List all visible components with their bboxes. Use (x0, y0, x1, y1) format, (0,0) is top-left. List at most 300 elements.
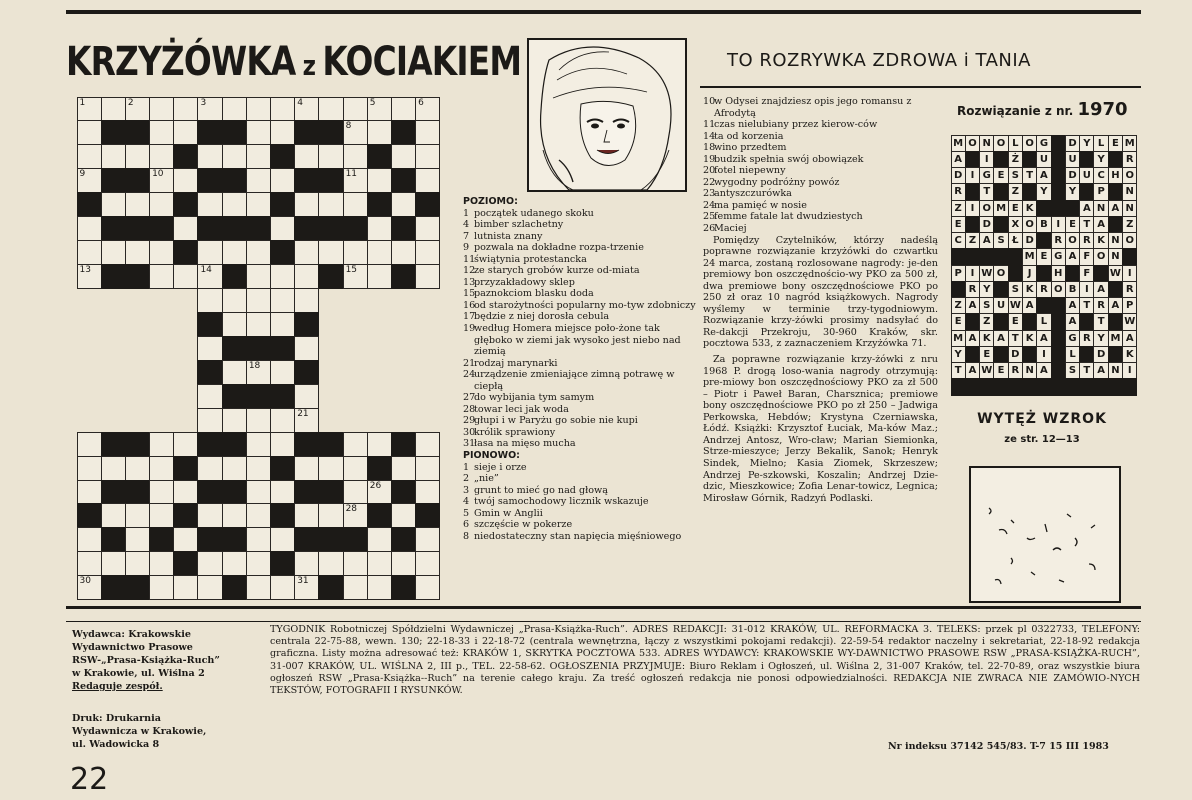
crossword-cell (367, 168, 392, 193)
crossword-cell (246, 575, 271, 600)
clue-number: 28 (345, 504, 358, 515)
solution-cell: R (1008, 362, 1023, 379)
crossword-cell (246, 503, 271, 528)
crossword-cell (246, 168, 271, 193)
crossword-cell (77, 432, 102, 457)
clue-item-text: przyzakładowy sklep (474, 276, 575, 288)
crossword-cell (197, 240, 222, 265)
clue-item (463, 462, 700, 474)
crossword-cell (125, 503, 150, 528)
solution-cell: K (1022, 281, 1037, 298)
solution-cell: N (1122, 200, 1137, 217)
solution-cell: E (1036, 248, 1051, 265)
solution-cell: M (1022, 248, 1037, 265)
solution-cell: O (1022, 135, 1037, 152)
crossword-black-cell (391, 168, 416, 193)
solution-black-cell (1051, 200, 1066, 217)
kitten-portrait-illustration (527, 38, 687, 192)
crossword-cell (101, 503, 126, 528)
grid-void (391, 408, 415, 432)
clue-item-text: niedostateczny stan napięcia mięśniowego (474, 530, 682, 542)
clue-item-number: 3 (463, 484, 470, 496)
solution-cell: A (1093, 362, 1108, 379)
clue-item (463, 231, 700, 243)
solution-cell: D (1022, 232, 1037, 249)
solution-cell: I (1051, 216, 1066, 233)
crossword-cell (246, 264, 271, 289)
solution-cell: I (1079, 281, 1094, 298)
grid-void (343, 408, 367, 432)
clue-item (703, 188, 938, 200)
grid-void (319, 312, 343, 336)
crossword-cell (173, 480, 198, 505)
crossword-black-cell (367, 144, 392, 169)
solution-cell: I (1036, 346, 1051, 363)
solution-cell: E (951, 216, 966, 233)
clues-column-continued (703, 96, 938, 504)
crossword-cell (343, 503, 368, 528)
crossword-black-cell (318, 432, 343, 457)
solution-cell: I (965, 265, 980, 282)
clue-item-text: ma pamięć w nosie (714, 199, 807, 211)
solution-black-cell (1051, 330, 1066, 347)
clue-item-text: lutnista znany (474, 230, 543, 242)
clue-number: 11 (345, 169, 358, 180)
crossword-black-cell (246, 336, 271, 361)
crossword-cell (173, 168, 198, 193)
clue-number: 21 (297, 408, 309, 419)
crossword-cell (173, 527, 198, 552)
clue-item-number: 30 (463, 426, 476, 438)
crossword-black-cell (197, 360, 222, 385)
crossword-black-cell (270, 240, 295, 265)
grid-void (367, 336, 391, 360)
solution-cell: O (1122, 167, 1137, 184)
printer-info: Druk: Drukarnia Wydawnicza w Krakowie, ul. Wadowicka 8 (72, 713, 207, 750)
crossword-black-cell (318, 480, 343, 505)
solution-cell: K (979, 330, 994, 347)
clue-item-number: 24 (703, 199, 716, 211)
crossword-cell (77, 456, 102, 481)
crossword-cell (246, 551, 271, 576)
solution-black-cell (993, 183, 1008, 200)
clue-number: 5 (369, 97, 376, 108)
solution-black-cell (1022, 183, 1037, 200)
solution-cell: D (951, 167, 966, 184)
solution-cell: R (1122, 281, 1137, 298)
crossword-cell (367, 240, 392, 265)
crossword-cell (149, 503, 174, 528)
clue-item-number: 14 (703, 130, 716, 142)
solution-grid (951, 135, 1137, 395)
clue-item (463, 427, 700, 439)
solution-cell: Y (1036, 183, 1051, 200)
grid-void (343, 289, 367, 313)
grid-void (391, 289, 415, 313)
crossword-cell (77, 120, 102, 145)
crossword-cell (294, 384, 319, 409)
clue-item (463, 358, 700, 370)
solution-cell: M (951, 135, 966, 152)
crossword-cell (149, 192, 174, 217)
solution-cell: A (1036, 167, 1051, 184)
solution-black-cell (1008, 378, 1023, 395)
solution-cell: E (1065, 216, 1080, 233)
clue-item-text: pozwala na dokładne rozpa-trzenie (474, 242, 644, 254)
crossword-cell (415, 527, 440, 552)
grid-void (77, 360, 101, 384)
crossword-black-cell (367, 456, 392, 481)
solution-cell: K (1093, 232, 1108, 249)
solution-cell: D (1065, 167, 1080, 184)
crossword-cell (294, 551, 319, 576)
crossword-cell (149, 551, 174, 576)
crossword-cell (294, 144, 319, 169)
publisher-info: Wydawca: Krakowskie Wydawnictwo Prasowe RSW-„Prasa-Książka-Ruch” w Krakowie, ul. Wiślna 2 Redaguje zespół. (72, 629, 220, 692)
clue-number: 31 (297, 576, 309, 587)
clue-number: 3 (200, 97, 207, 108)
crossword-black-cell (222, 527, 247, 552)
solution-cell: H (1051, 265, 1066, 282)
crossword-black-cell (391, 432, 416, 457)
grid-void (101, 360, 125, 384)
crossword-cell (318, 503, 343, 528)
crossword-cell (173, 575, 198, 600)
clue-item (463, 311, 700, 323)
solution-title: Rozwiązanie z nr. 1970 (957, 99, 1128, 120)
solution-cell: E (979, 346, 994, 363)
crossword-black-cell (318, 216, 343, 241)
crossword-cell (125, 240, 150, 265)
solution-cell: W (979, 265, 994, 282)
grid-void (101, 384, 125, 408)
solution-cell: W (1108, 265, 1123, 282)
crossword-black-cell (367, 192, 392, 217)
crossword-black-cell (125, 432, 150, 457)
solution-black-cell (1036, 232, 1051, 249)
crossword-black-cell (270, 336, 295, 361)
grid-void (367, 384, 391, 408)
crossword-black-cell (149, 527, 174, 552)
solution-black-cell (1051, 167, 1066, 184)
clue-number: 10 (152, 169, 164, 180)
crossword-cell (222, 97, 247, 122)
clue-item (463, 485, 700, 497)
crossword-cell (101, 551, 126, 576)
grid-void (174, 408, 198, 432)
solution-black-cell (1051, 297, 1066, 314)
clue-item-text: sieje i orze (474, 461, 527, 473)
crossword-black-cell (294, 527, 319, 552)
crossword-cell (270, 480, 295, 505)
solution-cell: K (1022, 200, 1037, 217)
solution-cell: E (1108, 135, 1123, 152)
clue-item-number: 22 (703, 176, 716, 188)
grid-void (367, 289, 391, 313)
crossword-cell (294, 408, 319, 433)
clue-item-number: 6 (463, 519, 470, 531)
grid-void (150, 312, 174, 336)
solution-cell: A (965, 362, 980, 379)
solution-black-cell (965, 151, 980, 168)
crossword-cell (343, 144, 368, 169)
down-clue-list-continued (703, 96, 938, 235)
crossword-cell (415, 551, 440, 576)
clue-item-number: 2 (463, 473, 470, 485)
grid-void (343, 312, 367, 336)
solution-black-cell (951, 281, 966, 298)
grid-void (77, 336, 101, 360)
solution-black-cell (1051, 346, 1066, 363)
solution-cell: P (951, 265, 966, 282)
spot-difference-picture (969, 466, 1121, 603)
grid-void (174, 384, 198, 408)
crossword-black-cell (101, 480, 126, 505)
crossword-cell (77, 264, 102, 289)
clue-item-text: femme fatale lat dwudziestych (714, 211, 863, 223)
crossword-cell (246, 408, 271, 433)
solution-cell: E (1008, 313, 1023, 330)
crossword-cell (294, 336, 319, 361)
crossword-black-cell (270, 551, 295, 576)
grid-void (125, 336, 149, 360)
crossword-cell (246, 312, 271, 337)
grid-void (77, 408, 101, 432)
solution-cell: T (1093, 313, 1108, 330)
crossword-cell (270, 575, 295, 600)
crossword-black-cell (391, 527, 416, 552)
crossword-cell (343, 456, 368, 481)
grid-void (391, 360, 415, 384)
solution-cell: I (965, 167, 980, 184)
solution-black-cell (1051, 313, 1066, 330)
grid-void (125, 312, 149, 336)
crossword-cell (222, 408, 247, 433)
crossword-cell (149, 120, 174, 145)
solution-black-cell (1051, 135, 1066, 152)
clue-item (463, 254, 700, 266)
solution-cell: A (1065, 248, 1080, 265)
solution-cell: N (1093, 200, 1108, 217)
crossword-black-cell (77, 503, 102, 528)
crossword-black-cell (294, 168, 319, 193)
crossword-black-cell (318, 575, 343, 600)
solution-black-cell (1036, 200, 1051, 217)
clue-number: 8 (345, 121, 352, 132)
crossword-cell (294, 503, 319, 528)
solution-black-cell (1108, 151, 1123, 168)
crossword-black-cell (197, 168, 222, 193)
crossword-cell (343, 551, 368, 576)
crossword-black-cell (222, 384, 247, 409)
clue-number: 14 (200, 265, 212, 276)
crossword-cell (415, 264, 440, 289)
grid-void (416, 384, 440, 408)
crossword-black-cell (173, 551, 198, 576)
crossword-black-cell (391, 575, 416, 600)
crossword-cell (367, 527, 392, 552)
crossword-black-cell (197, 480, 222, 505)
crossword-cell (197, 97, 222, 122)
crossword-cell (173, 216, 198, 241)
clue-item-text: Gmin w Anglii (474, 507, 543, 519)
grid-void (77, 312, 101, 336)
crossword-cell (149, 264, 174, 289)
crossword-cell (318, 456, 343, 481)
page-title: KRZYŻÓWKA z KOCIAKIEM (66, 39, 522, 85)
clue-item-number: 8 (463, 530, 470, 542)
crossword-cell (197, 264, 222, 289)
crossword-black-cell (101, 575, 126, 600)
grid-void (150, 336, 174, 360)
grid-void (125, 360, 149, 384)
crossword-cell (77, 168, 102, 193)
crossword-cell (222, 456, 247, 481)
clue-item-text: do wybijania tym samym (474, 392, 595, 404)
clue-item-number: 19 (703, 153, 716, 165)
crossword-cell (343, 480, 368, 505)
solution-cell: G (1051, 248, 1066, 265)
clue-item (463, 473, 700, 485)
crossword-cell (246, 192, 271, 217)
clue-item-number: 24 (463, 369, 476, 381)
index-number: Nr indeksu 37142 545/83. T-7 15 III 1983 (888, 741, 1109, 752)
clue-item-number: 25 (703, 211, 716, 223)
crossword-cell (77, 551, 102, 576)
solution-black-cell (1008, 248, 1023, 265)
solution-black-cell (993, 281, 1008, 298)
crossword-cell (343, 432, 368, 457)
solution-cell: A (1065, 313, 1080, 330)
solution-black-cell (965, 346, 980, 363)
solution-black-cell (951, 378, 966, 395)
crossword-black-cell (415, 503, 440, 528)
clue-item-number: 4 (463, 496, 470, 508)
solution-cell: S (1008, 167, 1023, 184)
across-heading: POZIOMO: (463, 196, 518, 207)
crossword-black-cell (391, 216, 416, 241)
clue-item (703, 200, 938, 212)
crossword-black-cell (125, 120, 150, 145)
solution-cell: D (1065, 135, 1080, 152)
crossword-black-cell (270, 503, 295, 528)
crossword-black-cell (101, 120, 126, 145)
solution-cell: N (1108, 248, 1123, 265)
crossword-black-cell (173, 240, 198, 265)
solution-black-cell (965, 378, 980, 395)
crossword-black-cell (367, 503, 392, 528)
crossword-cell (246, 527, 271, 552)
clue-item-text: głupi i w Paryżu go sobie nie kupi (474, 415, 638, 427)
solution-cell: T (1022, 167, 1037, 184)
crossword-black-cell (222, 120, 247, 145)
crossword-cell (270, 408, 295, 433)
solution-cell: T (1079, 362, 1094, 379)
crossword-cell (270, 216, 295, 241)
crossword-black-cell (101, 168, 126, 193)
crossword-cell (391, 503, 416, 528)
crossword-cell (294, 240, 319, 265)
solution-cell: G (1036, 135, 1051, 152)
grid-void (391, 336, 415, 360)
clue-item-number: 10 (703, 96, 716, 107)
grid-void (416, 360, 440, 384)
crossword-black-cell (294, 216, 319, 241)
solution-black-cell (1108, 281, 1123, 298)
grid-void (319, 384, 343, 408)
solution-cell: E (951, 313, 966, 330)
solution-cell: A (1122, 330, 1137, 347)
crossword-black-cell (222, 168, 247, 193)
grid-void (391, 312, 415, 336)
solution-black-cell (1108, 346, 1123, 363)
crossword-cell (270, 264, 295, 289)
clue-item-text: grunt to mieć go nad głową (474, 484, 608, 496)
winners-list: Za poprawne rozwiązanie krzy-żówki z nru 1968 P. drogą loso-wania nagrody otrzymują: pre-miowy bon oszczędnościowy PKO za zł 500 – Piotr i Paweł Baran, Charsznica; premiowe bony oszczędnościowe PKO po zł 250 – Jadwiga Perkowska, Hebdów; Krystyna Czerniawska, Łódź. Książki: Krzysztof Łuciak, Ma-ków Maz.; Andrzej Antosz, Wro-cław; Marian Siemionka, Strze-mieszyce; Jerzy Bekalik, Sanok; Henryk Sindek, Mielno; Kasia Ziomek, Skrzeszew; Andrzej Pe-szkowski, Koszalin; Andrzej Dzie-dzic, Mieszkowice; Zofia Lenar-towicz, Legnica; Mirosław Górnik, Radzyń Podlaski. (703, 354, 938, 504)
crossword-black-cell (318, 120, 343, 145)
grid-void (343, 360, 367, 384)
crossword-cell (415, 144, 440, 169)
solution-cell: D (1093, 346, 1108, 363)
crossword-black-cell (294, 120, 319, 145)
crossword-cell (222, 192, 247, 217)
crossword-black-cell (125, 575, 150, 600)
solution-cell: T (951, 362, 966, 379)
grid-void (319, 289, 343, 313)
clue-item-number: 13 (463, 276, 476, 288)
grid-void (174, 289, 198, 313)
solution-black-cell (1051, 362, 1066, 379)
solution-cell: G (979, 167, 994, 184)
solution-cell: S (1008, 281, 1023, 298)
clue-item-text: szczęście w pokerze (474, 519, 573, 531)
crossword-cell (415, 240, 440, 265)
crossword-cell (294, 288, 319, 313)
crossword-black-cell (197, 432, 222, 457)
solution-black-cell (1008, 265, 1023, 282)
crossword-cell (197, 551, 222, 576)
solution-cell: O (979, 200, 994, 217)
clue-item-number: 4 (463, 219, 470, 231)
crossword-cell (197, 384, 222, 409)
crossword-cell (246, 432, 271, 457)
crossword-black-cell (318, 264, 343, 289)
clue-item-number: 31 (463, 438, 476, 450)
clue-number: 18 (248, 360, 261, 371)
crossword-black-cell (391, 120, 416, 145)
crossword-cell (391, 192, 416, 217)
crossword-cell (125, 527, 150, 552)
clue-item (463, 323, 700, 358)
solution-black-cell (1108, 183, 1123, 200)
down-clue-list (463, 462, 700, 543)
crossword-cell (77, 240, 102, 265)
crossword-black-cell (343, 527, 368, 552)
crossword-cell (367, 551, 392, 576)
clue-item (463, 300, 700, 312)
across-clue-list (463, 208, 700, 450)
solution-cell: A (1108, 297, 1123, 314)
solution-black-cell (1036, 265, 1051, 282)
crossword-black-cell (125, 264, 150, 289)
grid-void (101, 336, 125, 360)
clue-item-text: rodzaj marynarki (474, 357, 558, 369)
clue-item (463, 438, 700, 450)
solution-black-cell (1122, 248, 1137, 265)
solution-black-cell (965, 216, 980, 233)
crossword-cell (415, 480, 440, 505)
clue-number: 13 (79, 265, 91, 276)
